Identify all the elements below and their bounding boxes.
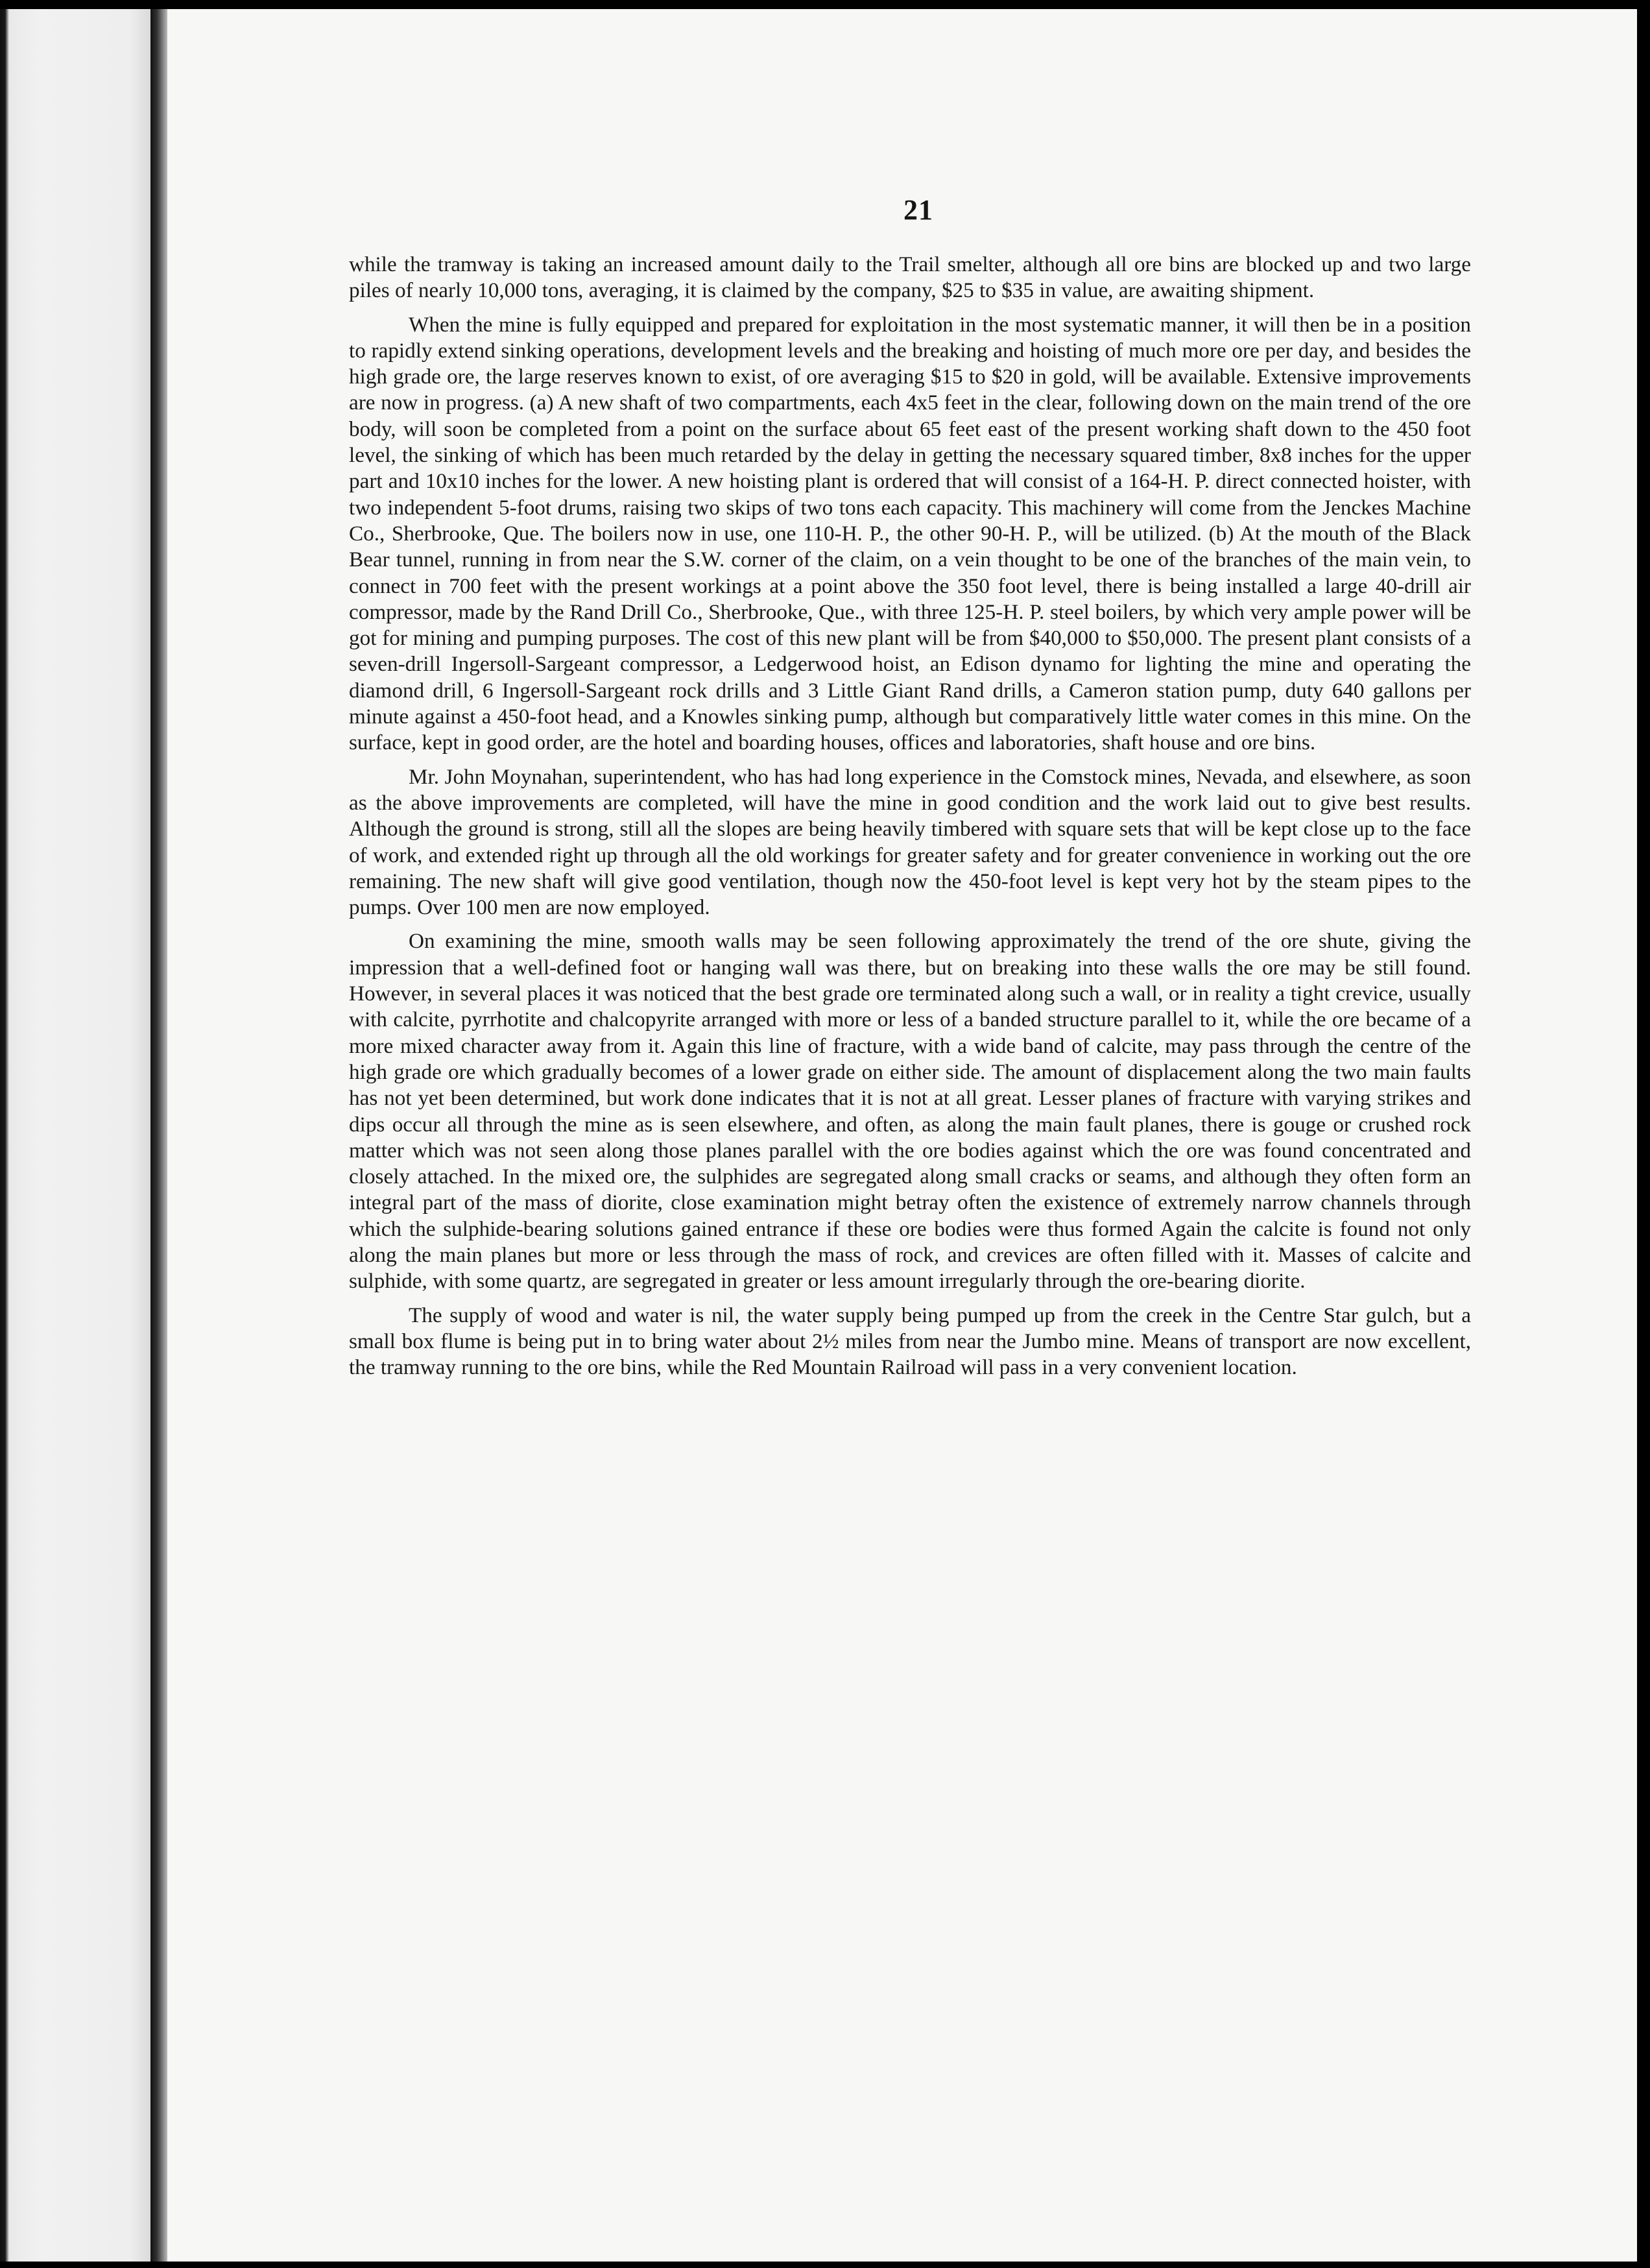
scan-top-border (0, 0, 1650, 9)
scan-bottom-border (0, 2262, 1650, 2268)
previous-page-leaf (0, 0, 156, 2268)
body-text (349, 252, 1471, 1381)
paragraph-supply-transport: The supply of wood and water is nil, the water supply being pumped up from the creek in the Centre Star gulch, but a small box flume is being put in to bring water about 2½ miles from near the Jumbo mine. Means of transport are now excellent, the tramway running to the ore bins, while the Red Mountain Railroad will pass in a very convenient location. (349, 1303, 1471, 1380)
paragraph-geology: On examining the mine, smooth walls may be seen following approximately the trend of the ore shute, giving the impression that a well-defined foot or hanging wall was there, but on breaking into these walls the ore may be still found. However, in several places it was noticed that the best grade ore terminated along such a wall, or in reality a tight crevice, usually with calcite, pyrrhotite and chalcopyrite arranged with more or less of a banded structure parallel to it, while the ore became of a more mixed character away from it. Again this line of fracture, with a wide band of calcite, may pass through the centre of the high grade ore which gradually becomes of a lower grade on either side. The amount of displacement along the two main faults has not yet been determined, but work done indicates that it is not at all great. Lesser planes of fracture with varying strikes and dips occur all through the mine as is seen elsewhere, and often, as along the main fault planes, there is gouge or crushed rock matter which was not seen along those planes parallel with the ore bodies against which the ore was found concentrated and closely attached. In the mixed ore, the sulphides are segregated along small cracks or seams, and although they often form an integral part of the mass of diorite, close examination might betray often the existence of extremely narrow channels through which the sulphide-bearing solutions gained entrance if these ore bodies were thus formed Again the calcite is found not only along the main planes but more or less through the mass of rock, and crevices are often filled with it. Masses of calcite and sulphide, with some quartz, are segregated in greater or less amount irregularly through the ore-bearing diorite. (349, 929, 1471, 1294)
paragraph-improvements: When the mine is fully equipped and prepared for exploitation in the most systematic manner, it will then be in a position to rapidly extend sinking operations, development levels and the breaking and hoisting of much more ore per day, and besides the high grade ore, the large reserves known to exist, of ore averaging $15 to $20 in gold, will be available. Extensive improvements are now in progress. (a) A new shaft of two compartments, each 4x5 feet in the clear, following down on the main trend of the ore body, will soon be completed from a point on the surface about 65 feet east of the present working shaft down to the 450 foot level, the sinking of which has been much retarded by the delay in getting the necessary squared timber, 8x8 inches for the upper part and 10x10 inches for the lower. A new hoisting plant is ordered that will consist of a 164-H. P. direct connected hoister, with two independent 5-foot drums, raising two skips of two tons each capacity. This machinery will come from the Jenckes Machine Co., Sherbrooke, Que. The boilers now in use, one 110-H. P., the other 90-H. P., will be utilized. (b) At the mouth of the Black Bear tunnel, running in from near the S.W. corner of the claim, on a vein thought to be one of the branches of the main vein, to connect in 700 feet with the present workings at a point above the 350 foot level, there is being installed a large 40-drill air compressor, made by the Rand Drill Co., Sherbrooke, Que., with three 125-H. P. steel boilers, by which very ample power will be got for mining and pumping purposes. The cost of this new plant will be from $40,000 to $50,000. The present plant consists of a seven-drill Ingersoll-Sargeant compressor, a Ledgerwood hoist, an Edison dynamo for lighting the mine and operating the diamond drill, 6 Ingersoll-Sargeant rock drills and 3 Little Giant Rand drills, a Cameron station pump, duty 640 gallons per minute against a 450-foot head, and a Knowles sinking pump, although but comparatively little water comes in this mine. On the surface, kept in good order, are the hotel and boarding houses, offices and laboratories, shaft house and ore bins. (349, 312, 1471, 755)
page-number: 21 (903, 194, 933, 226)
paragraph-continuation: while the tramway is taking an increased amount daily to the Trail smelter, although all ore bins are blocked up and two large piles of nearly 10,000 tons, averaging, it is claimed by the company, $25 to $35 in value, are awaiting shipment. (349, 252, 1471, 303)
scan-right-border (1637, 0, 1650, 2268)
paragraph-superintendent: Mr. John Moynahan, superintendent, who has had long experience in the Comstock mines, Nevada, and elsewhere, as soon as the above improvements are completed, will have the mine in good condition and the work laid out to give best results. Although the ground is strong, still all the slopes are being heavily timbered with square sets that will be kept close up to the face of work, and extended right up through all the old workings for greater safety and for greater convenience in working out the ore remaining. The new shaft will give good ventilation, though now the 450-foot level is kept very hot by the steam pipes to the pumps. Over 100 men are now employed. (349, 764, 1471, 920)
